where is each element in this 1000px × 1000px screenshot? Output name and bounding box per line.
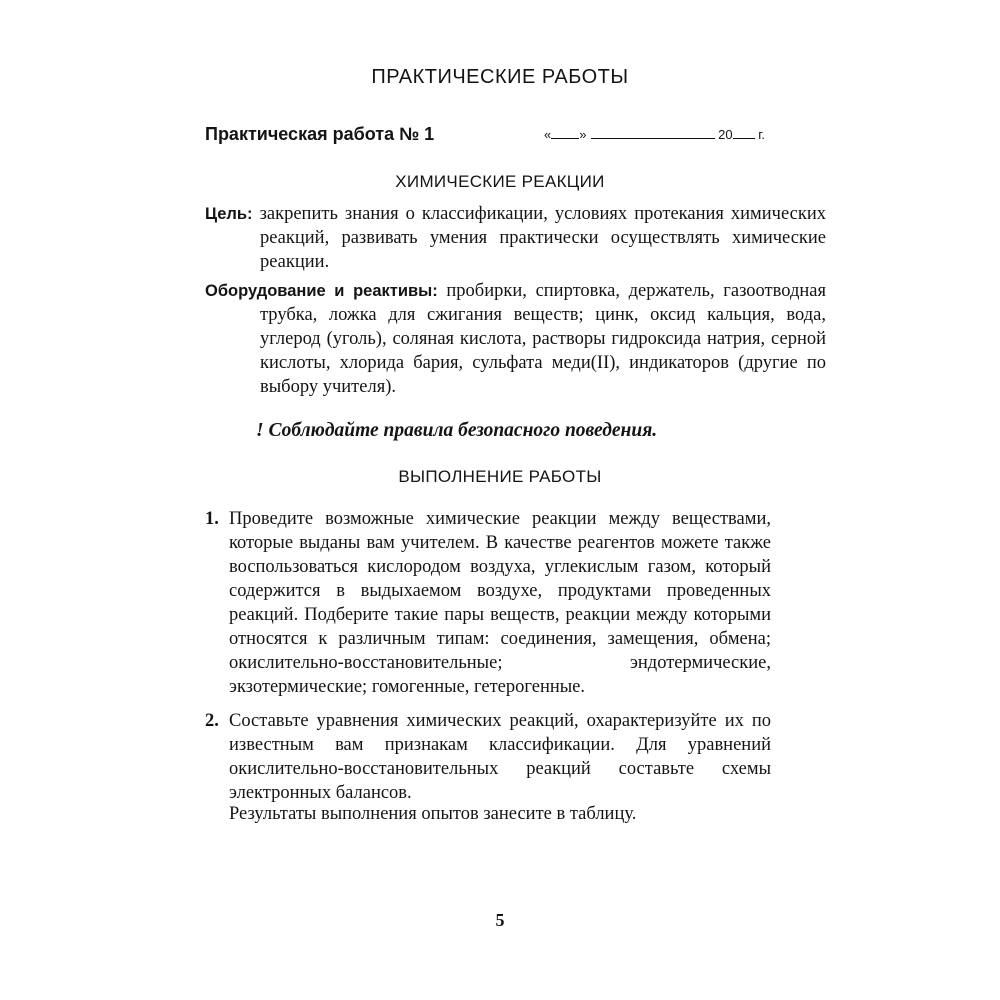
equipment-paragraph <box>205 279 826 399</box>
date-year-suffix: г. <box>754 127 765 142</box>
goal-text: закрепить знания о классификации, условиях протекания химических реакций, развивать умения практически осуществлять химические реакции. <box>252 204 826 272</box>
work-title: Практическая работа № 1 <box>205 124 435 144</box>
task-text: Проведите возможные химические реакции между веществами, которые выданы вам учителем. В качестве реагентов можете также воспользоваться кислородом воздуха, углекислым газом, который содержится в выдыхаемом воздухе, продуктами проведенных реакций. Подберите такие пары веществ, реакции между которыми относятся к различным типам: соединения, замещения, обмена; окислительно-восстановительные; эндотермические, экзотермические; гомогенные, гетерогенные. <box>229 509 771 697</box>
page-number: 5 <box>495 910 505 930</box>
date-field <box>544 127 765 142</box>
date-open-quote: « <box>544 127 552 142</box>
result-instruction: Результаты выполнения опытов занесите в таблицу. <box>229 804 637 824</box>
goal-label: Цель: <box>205 205 253 223</box>
date-year-blank <box>733 128 755 139</box>
task-item <box>205 507 771 699</box>
equipment-text: пробирки, спиртовка, держатель, газоотводная трубка, ложка для сжигания веществ; цинк, оксид кальция, вода, углерод (уголь), соляная кислота, растворы гидроксида натрия, серной кислоты, хлорида бария, сульфата меди(II), индикаторов (другие по выбору учителя). <box>260 281 826 397</box>
equipment-label: Оборудование и реактивы: <box>205 282 438 300</box>
date-day-blank <box>551 128 579 139</box>
date-month-blank <box>591 128 715 139</box>
safety-warning: ! Соблюдайте правила безопасного поведения. <box>256 420 658 441</box>
topic-title: ХИМИЧЕСКИЕ РЕАКЦИИ <box>395 172 605 191</box>
execution-title: ВЫПОЛНЕНИЕ РАБОТЫ <box>398 467 602 486</box>
task-text: Составьте уравнения химических реакций, охарактеризуйте их по известным вам признакам классификации. Для уравнений окислительно-восстановительных реакций составьте схемы электронных балансов. <box>229 711 771 803</box>
date-close-quote: » <box>579 127 587 142</box>
task-number: 2. <box>205 711 219 731</box>
task-number: 1. <box>205 509 219 529</box>
work-header-row <box>205 124 765 148</box>
goal-paragraph <box>205 202 826 274</box>
date-year-prefix: 20 <box>718 127 733 142</box>
task-item <box>205 709 771 805</box>
section-title: ПРАКТИЧЕСКИЕ РАБОТЫ <box>371 66 629 88</box>
